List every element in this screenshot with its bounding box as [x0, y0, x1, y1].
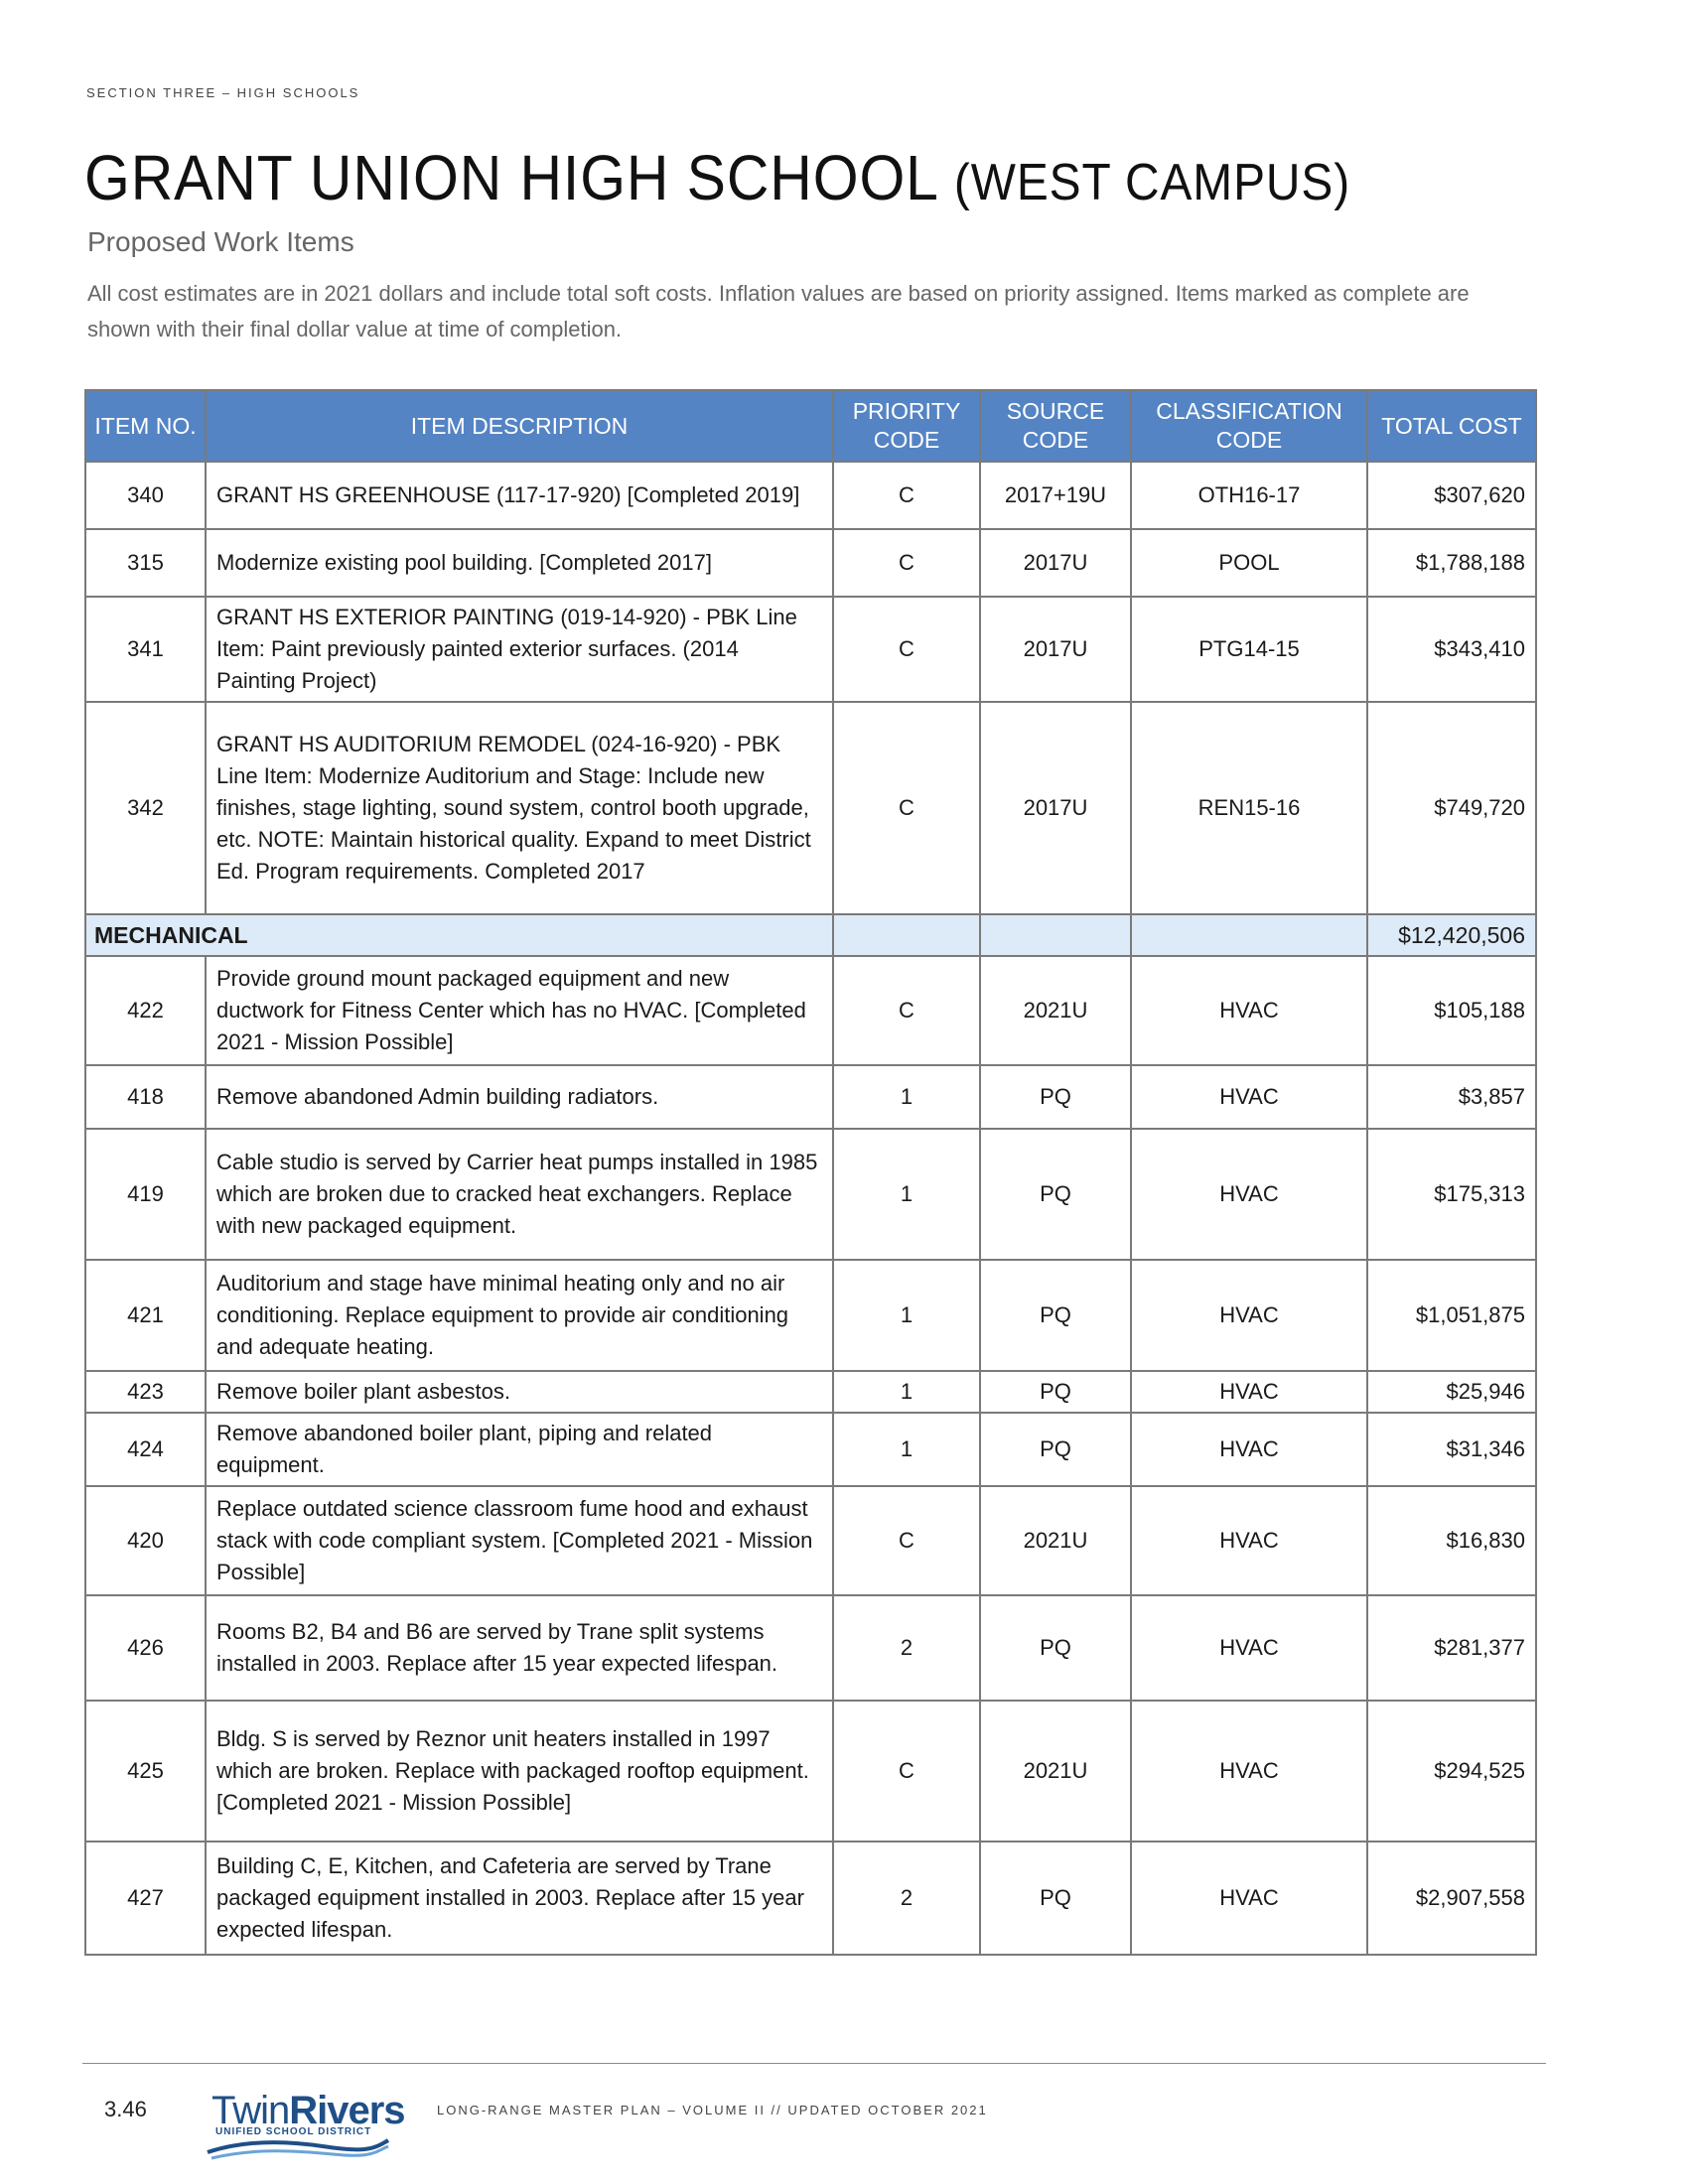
col-header-item-no: ITEM NO.: [85, 390, 206, 462]
col-header-classification: CLASSIFICATION CODE: [1131, 390, 1367, 462]
twin-rivers-logo: [204, 2089, 405, 2160]
cell-item-no: 341: [85, 597, 206, 702]
cell-classification: HVAC: [1131, 1701, 1367, 1842]
cell-source: PQ: [980, 1129, 1131, 1260]
cell-total-cost: $16,830: [1367, 1486, 1536, 1595]
table-body-general: [85, 462, 1536, 914]
col-header-total-cost: TOTAL COST: [1367, 390, 1536, 462]
cell-total-cost: $281,377: [1367, 1595, 1536, 1701]
cell-description: Replace outdated science classroom fume hood and exhaust stack with code compliant system. [Completed 2021 - Mission Possible]: [206, 1486, 833, 1595]
cell-total-cost: $175,313: [1367, 1129, 1536, 1260]
cell-description: Remove abandoned Admin building radiators.: [206, 1065, 833, 1129]
cell-source: 2017+19U: [980, 462, 1131, 529]
cell-item-no: 419: [85, 1129, 206, 1260]
cell-description: Provide ground mount packaged equipment and new ductwork for Fitness Center which has no HVAC. [Completed 2021 - Mission Possible]: [206, 956, 833, 1065]
title-sub: (WEST CAMPUS): [953, 154, 1351, 211]
cell-priority: 1: [833, 1065, 980, 1129]
section-empty-cell: [980, 914, 1131, 956]
cell-priority: 1: [833, 1413, 980, 1486]
cell-source: PQ: [980, 1371, 1131, 1413]
cell-priority: C: [833, 1701, 980, 1842]
footer-text: LONG-RANGE MASTER PLAN – VOLUME II // UPDATED OCTOBER 2021: [437, 2103, 988, 2117]
table-header-row: [85, 390, 1536, 462]
page-title: [84, 141, 1350, 214]
cell-item-no: 424: [85, 1413, 206, 1486]
table-row: [85, 1413, 1536, 1486]
cell-item-no: 422: [85, 956, 206, 1065]
cell-source: 2017U: [980, 597, 1131, 702]
intro-paragraph: All cost estimates are in 2021 dollars and include total soft costs. Inflation values are based on priority assigned. Items marked as complete are shown with their final dollar value at time of completion.: [87, 281, 1470, 341]
cell-priority: C: [833, 597, 980, 702]
section-cost-mechanical: $12,420,506: [1367, 914, 1536, 956]
section-label: SECTION THREE – HIGH SCHOOLS: [86, 85, 360, 100]
cell-classification: HVAC: [1131, 1413, 1367, 1486]
cell-priority: C: [833, 529, 980, 597]
cell-classification: HVAC: [1131, 956, 1367, 1065]
cell-item-no: 315: [85, 529, 206, 597]
cell-source: PQ: [980, 1595, 1131, 1701]
table-body-section: [85, 914, 1536, 956]
cell-classification: HVAC: [1131, 1065, 1367, 1129]
cell-source: PQ: [980, 1260, 1131, 1371]
table-row: [85, 462, 1536, 529]
cell-total-cost: $25,946: [1367, 1371, 1536, 1413]
cell-source: 2017U: [980, 702, 1131, 914]
cell-total-cost: $294,525: [1367, 1701, 1536, 1842]
col-header-source: SOURCE CODE: [980, 390, 1131, 462]
table-row: [85, 597, 1536, 702]
cell-priority: 2: [833, 1595, 980, 1701]
cell-description: Bldg. S is served by Reznor unit heaters installed in 1997 which are broken. Replace with packaged rooftop equipment. [Completed 2021 - Mission Possible]: [206, 1701, 833, 1842]
logo-tagline: UNIFIED SCHOOL DISTRICT: [215, 2126, 372, 2137]
cell-classification: HVAC: [1131, 1260, 1367, 1371]
cell-total-cost: $2,907,558: [1367, 1842, 1536, 1955]
section-empty-cell: [833, 914, 980, 956]
table-row: [85, 1595, 1536, 1701]
cell-priority: 1: [833, 1129, 980, 1260]
table-row: [85, 529, 1536, 597]
title-main: GRANT UNION HIGH SCHOOL: [84, 142, 937, 213]
cell-priority: C: [833, 956, 980, 1065]
table-row: [85, 1129, 1536, 1260]
col-header-priority: PRIORITY CODE: [833, 390, 980, 462]
cell-classification: HVAC: [1131, 1486, 1367, 1595]
cell-description: Building C, E, Kitchen, and Cafeteria are served by Trane packaged equipment installed in 2003. Replace after 15 year expected lifespan.: [206, 1842, 833, 1955]
logo-name-a: Twin: [211, 2089, 290, 2132]
cell-priority: 1: [833, 1371, 980, 1413]
cell-source: PQ: [980, 1065, 1131, 1129]
cell-item-no: 423: [85, 1371, 206, 1413]
footer-divider: [82, 2063, 1546, 2064]
cell-description: Cable studio is served by Carrier heat pumps installed in 1985 which are broken due to cracked heat exchangers. Replace with new packaged equipment.: [206, 1129, 833, 1260]
cell-total-cost: $307,620: [1367, 462, 1536, 529]
table-row: [85, 1701, 1536, 1842]
cell-description: GRANT HS AUDITORIUM REMODEL (024-16-920) - PBK Line Item: Modernize Auditorium and Stage: Include new finishes, stage lighting, sound system, control booth upgrade, etc. NOTE: Maintain historical quality. Expand to meet District Ed. Program requirements. Completed 2017: [206, 702, 833, 914]
cell-priority: 2: [833, 1842, 980, 1955]
cell-total-cost: $749,720: [1367, 702, 1536, 914]
cell-total-cost: $105,188: [1367, 956, 1536, 1065]
cell-source: 2021U: [980, 1701, 1131, 1842]
cell-classification: HVAC: [1131, 1842, 1367, 1955]
table-row: [85, 1486, 1536, 1595]
cell-source: PQ: [980, 1413, 1131, 1486]
table-row: [85, 702, 1536, 914]
cell-classification: HVAC: [1131, 1371, 1367, 1413]
cell-priority: C: [833, 462, 980, 529]
cell-total-cost: $343,410: [1367, 597, 1536, 702]
cell-description: Remove boiler plant asbestos.: [206, 1371, 833, 1413]
cell-classification: PTG14-15: [1131, 597, 1367, 702]
cell-item-no: 418: [85, 1065, 206, 1129]
river-wave-icon: [204, 2134, 392, 2160]
cell-source: 2021U: [980, 956, 1131, 1065]
cell-item-no: 420: [85, 1486, 206, 1595]
cell-classification: HVAC: [1131, 1129, 1367, 1260]
cell-description: Auditorium and stage have minimal heating only and no air conditioning. Replace equipment to provide air conditioning and adequate heating.: [206, 1260, 833, 1371]
cell-priority: C: [833, 702, 980, 914]
cell-total-cost: $1,051,875: [1367, 1260, 1536, 1371]
cell-priority: C: [833, 1486, 980, 1595]
section-row-mechanical: [85, 914, 1536, 956]
cell-classification: OTH16-17: [1131, 462, 1367, 529]
table-body-mechanical: [85, 956, 1536, 1955]
table-row: [85, 1842, 1536, 1955]
cell-total-cost: $1,788,188: [1367, 529, 1536, 597]
cell-item-no: 427: [85, 1842, 206, 1955]
page-subtitle: Proposed Work Items: [87, 226, 354, 257]
table-row: [85, 1260, 1536, 1371]
work-items-table: [84, 389, 1537, 1956]
page-number: 3.46: [104, 2097, 147, 2121]
cell-item-no: 342: [85, 702, 206, 914]
cell-description: Remove abandoned boiler plant, piping and related equipment.: [206, 1413, 833, 1486]
cell-source: PQ: [980, 1842, 1131, 1955]
cell-total-cost: $31,346: [1367, 1413, 1536, 1486]
cell-description: GRANT HS EXTERIOR PAINTING (019-14-920) - PBK Line Item: Paint previously painted exterior surfaces. (2014 Painting Project): [206, 597, 833, 702]
cell-item-no: 340: [85, 462, 206, 529]
col-header-description: ITEM DESCRIPTION: [206, 390, 833, 462]
section-empty-cell: [1131, 914, 1367, 956]
cell-classification: REN15-16: [1131, 702, 1367, 914]
table-row: [85, 956, 1536, 1065]
cell-description: Rooms B2, B4 and B6 are served by Trane split systems installed in 2003. Replace after 15 year expected lifespan.: [206, 1595, 833, 1701]
cell-description: GRANT HS GREENHOUSE (117-17-920) [Completed 2019]: [206, 462, 833, 529]
cell-total-cost: $3,857: [1367, 1065, 1536, 1129]
logo-name-b: Rivers: [289, 2089, 405, 2132]
cell-item-no: 421: [85, 1260, 206, 1371]
cell-item-no: 426: [85, 1595, 206, 1701]
cell-source: 2017U: [980, 529, 1131, 597]
cell-description: Modernize existing pool building. [Completed 2017]: [206, 529, 833, 597]
table-row: [85, 1065, 1536, 1129]
cell-item-no: 425: [85, 1701, 206, 1842]
section-label-mechanical: MECHANICAL: [85, 914, 833, 956]
cell-classification: HVAC: [1131, 1595, 1367, 1701]
cell-source: 2021U: [980, 1486, 1131, 1595]
cell-priority: 1: [833, 1260, 980, 1371]
cell-classification: POOL: [1131, 529, 1367, 597]
table-row: [85, 1371, 1536, 1413]
